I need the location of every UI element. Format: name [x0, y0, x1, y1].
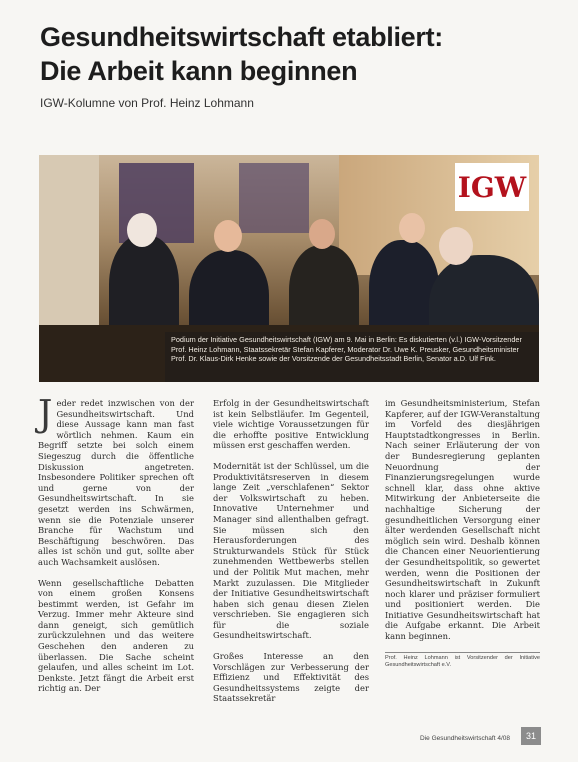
headline-line-2: Die Arbeit kann beginnen	[40, 56, 358, 86]
paragraph	[38, 394, 194, 568]
panelist-2-head	[214, 220, 242, 252]
igw-logo-text: IGW	[457, 170, 527, 204]
igw-logo	[455, 163, 529, 211]
author-footnote: Prof. Heinz Lohmann ist Vorsitzender der Initiative Gesundheitswirtschaft e.V.	[385, 652, 540, 669]
paragraph: Erfolg in der Gesundheitswirtschaft ist kein Selbstläufer. Im Gegenteil, viele wichtige Voraussetzungen für die erhoffte positive Entwicklung müssen erst geschaffen werden.	[213, 398, 369, 451]
paragraph: im Gesundheitsministerium, Stefan Kapferer, auf der IGW-Veranstaltung im Vorfeld des diesjährigen Hauptstadtkongresses in Berlin. Nach seiner Erläuterung der von der Bundesregierung geplanten Neuordnung der Finanzierungsregelungen wurde schnell klar, dass ohne aktive Mitwirkung der Anbieterseite die nachhaltige Sicherung der gesundheitlichen Versorgung einer älter werdenden Gesellschaft nicht möglich sein wird. Deshalb können die Chancen einer Neuorientierung der Gesundheitspolitik, so gewertet werden, wenn die Positionen der Gesundheitswirtschaft in Zukunft noch klarer und präziser formuliert und positioniert werden. Die Initiative Gesundheitswirtschaft hat die Aufgabe erkannt. Die Arbeit kann beginnen.	[385, 398, 540, 642]
headline-line-1: Gesundheitswirtschaft etabliert:	[40, 22, 443, 52]
dropcap: J	[38, 394, 53, 435]
paragraph: Großes Interesse an den Vorschlägen zur Verbesserung der Effizienz und Effektivität des Gesundheitssystems zeigte der Staatssekretär	[213, 651, 369, 704]
photo-window	[239, 163, 309, 233]
article-column-3	[385, 398, 540, 669]
panelist-1-head	[127, 213, 157, 247]
panelist-5-head	[439, 227, 473, 265]
photo-caption: Podium der Initiative Gesundheitswirtschaft (IGW) am 9. Mai in Berlin: Es diskutierten (v.l.) IGW-Vorsitzender Prof. Heinz Lohmann, Staatssekretär Stefan Kapferer, Moderator Dr. Uwe K. Preusker, Gesundheitsminister Prof. Dr. Klaus-Dirk Henke sowie der Vorsitzende der Gesundheitsstadt Berlin, Senator a.D. Ulf Fink.	[165, 332, 539, 382]
article-column-2	[213, 398, 369, 714]
paragraph: Wenn gesellschaftliche Debatten von einem großen Konsens bestimmt werden, ist Gefahr im Verzug. Immer mehr Akteure sind dann geneigt, sich gemütlich zurückzulehnen und das weitere Geschehen den anderen zu überlassen. Die Sache scheint gelaufen, und alles scheint im Lot. Denkste. Jetzt fängt die Arbeit erst richtig an. Der	[38, 577, 194, 694]
page-number: 31	[521, 727, 541, 745]
panelist-3-head	[309, 219, 335, 249]
panelist-4-head	[399, 213, 425, 243]
article-column-1	[38, 394, 194, 704]
byline: IGW-Kolumne von Prof. Heinz Lohmann	[40, 96, 254, 110]
journal-footer: Die Gesundheitswirtschaft 4/08	[420, 735, 510, 742]
headline	[40, 20, 540, 88]
paragraph: Modernität ist der Schlüssel, um die Produktivitätsreserven in diesem lange Zeit „verschlafenen“ Sektor der Volkswirtschaft zu heben. Innovative Unternehmer und Manager sind allenthalben gefragt. Sie müssen sich den Herausforderungen des Strukturwandels Stück für Stück zunehmenden Wettbewerbs stellen und der Politik Mut machen, mehr Markt zuzulassen. Die Mitglieder der Initiative Gesundheitswirtschaft haben sich genau diesen Zielen verschrieben. Sie engagieren sich für die soziale Gesundheitswirtschaft.	[213, 460, 369, 641]
paragraph-text: eder redet inzwischen von der Gesundheitswirtschaft. Und diese Aussage kann man fast wörtlich nehmen. Kaum ein Begriff setzte bei solch einem Siegeszug durch die öffentliche Diskussion angetreten. Insbesondere Politiker sprechen oft und gerne von der Gesundheitswirtschaft. In sie gesetzt werden ins Schwärmen, wenn sie die Potenziale unserer Branche für Wachstum und Beschäftigung beschwören. Das alles ist schön und gut, sollte aber auch Wachsamkeit auslösen.	[38, 398, 194, 567]
